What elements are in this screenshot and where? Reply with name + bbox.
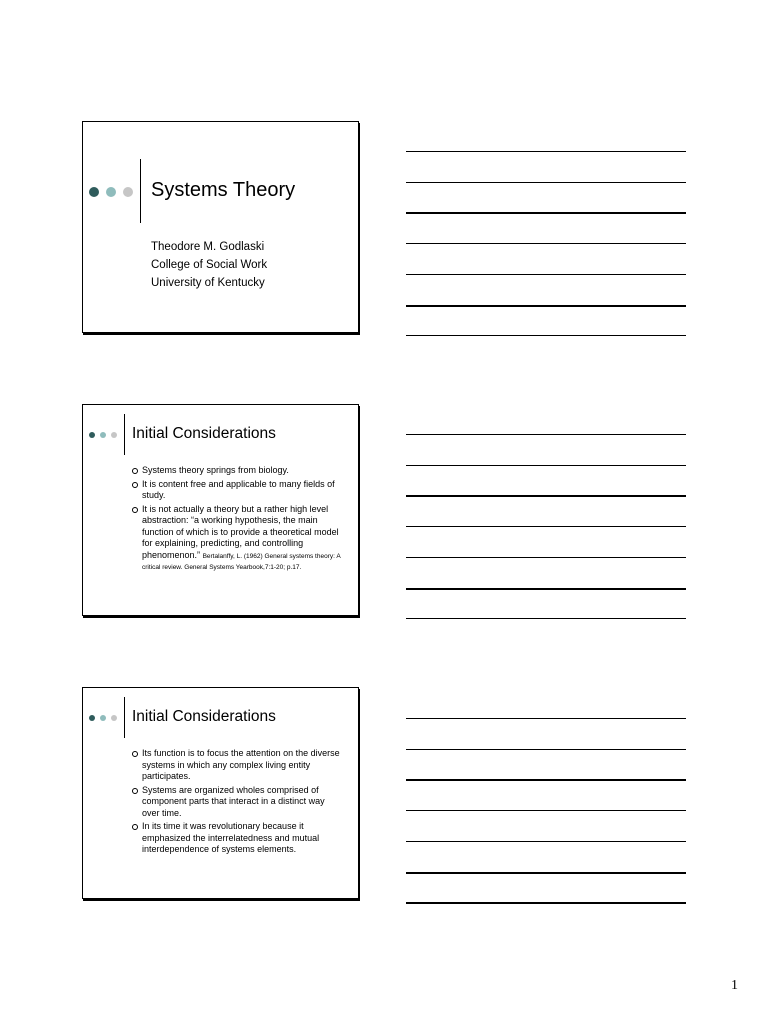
slide-subtitle [151, 238, 267, 292]
author-university: University of Kentucky [151, 277, 265, 289]
bullet-list [129, 748, 343, 858]
author-college: College of Social Work [151, 259, 268, 271]
notes-line [406, 902, 686, 904]
bullet-item: It is not actually a theory but a rather high level abstraction: “a working hypothesis, the main function of which is to provide a theoretical model for explaining, predicting, and controlling phenomenon.” Bertalanffy, L. (1962) General systems theory: A critical review. General Systems Yearbook,7:1-20; p.17. [129, 504, 343, 573]
bullet-item: Systems theory springs from biology. [129, 465, 343, 477]
notes-line [406, 495, 686, 497]
dot-medium [106, 187, 116, 197]
dot-dark [89, 432, 95, 438]
notes-line [406, 872, 686, 874]
citation: Bertalanffy, L. (1962) General systems theory: A critical review. General Systems Yearbook,7:1-20; p.17. [142, 552, 341, 571]
dot-light [111, 715, 117, 721]
dot-medium [100, 432, 106, 438]
dot-medium [100, 715, 106, 721]
slide-thumbnail-1 [82, 121, 359, 333]
decorative-dots [89, 187, 133, 197]
notes-line [406, 841, 686, 842]
notes-line [406, 212, 686, 214]
dot-dark [89, 715, 95, 721]
bullet-item: In its time it was revolutionary because it emphasized the interrelatedness and mutual interdependence of systems elements. [129, 821, 343, 856]
notes-line [406, 465, 686, 466]
bullet-item: Its function is to focus the attention on the diverse systems in which any complex living entity participates. [129, 748, 343, 783]
notes-line [406, 557, 686, 558]
bullet-list [129, 465, 343, 575]
decorative-dots [89, 715, 117, 721]
bullet-item: It is content free and applicable to many fields of study. [129, 479, 343, 502]
notes-line [406, 434, 686, 435]
page-number: 1 [731, 978, 738, 993]
decorative-dots [89, 432, 117, 438]
dot-dark [89, 187, 99, 197]
notes-line [406, 526, 686, 527]
bullet-item: Systems are organized wholes comprised of component parts that interact in a distinct way over time. [129, 785, 343, 820]
notes-line [406, 305, 686, 307]
notes-line [406, 718, 686, 719]
notes-line [406, 779, 686, 781]
slide-title: Systems Theory [151, 179, 296, 201]
notes-line [406, 588, 686, 590]
title-divider [124, 697, 125, 738]
notes-line [406, 810, 686, 811]
notes-line [406, 618, 686, 619]
title-divider [124, 414, 125, 455]
dot-light [123, 187, 133, 197]
notes-line [406, 749, 686, 750]
notes-line [406, 182, 686, 183]
title-divider [140, 159, 141, 223]
notes-line [406, 151, 686, 152]
slide-title: Initial Considerations [132, 708, 276, 725]
slide-thumbnail-3 [82, 687, 359, 899]
notes-line [406, 243, 686, 244]
author-name: Theodore M. Godlaski [151, 241, 265, 253]
notes-line [406, 274, 686, 275]
dot-light [111, 432, 117, 438]
slide-thumbnail-2 [82, 404, 359, 616]
slide-title: Initial Considerations [132, 425, 276, 442]
notes-line [406, 335, 686, 336]
